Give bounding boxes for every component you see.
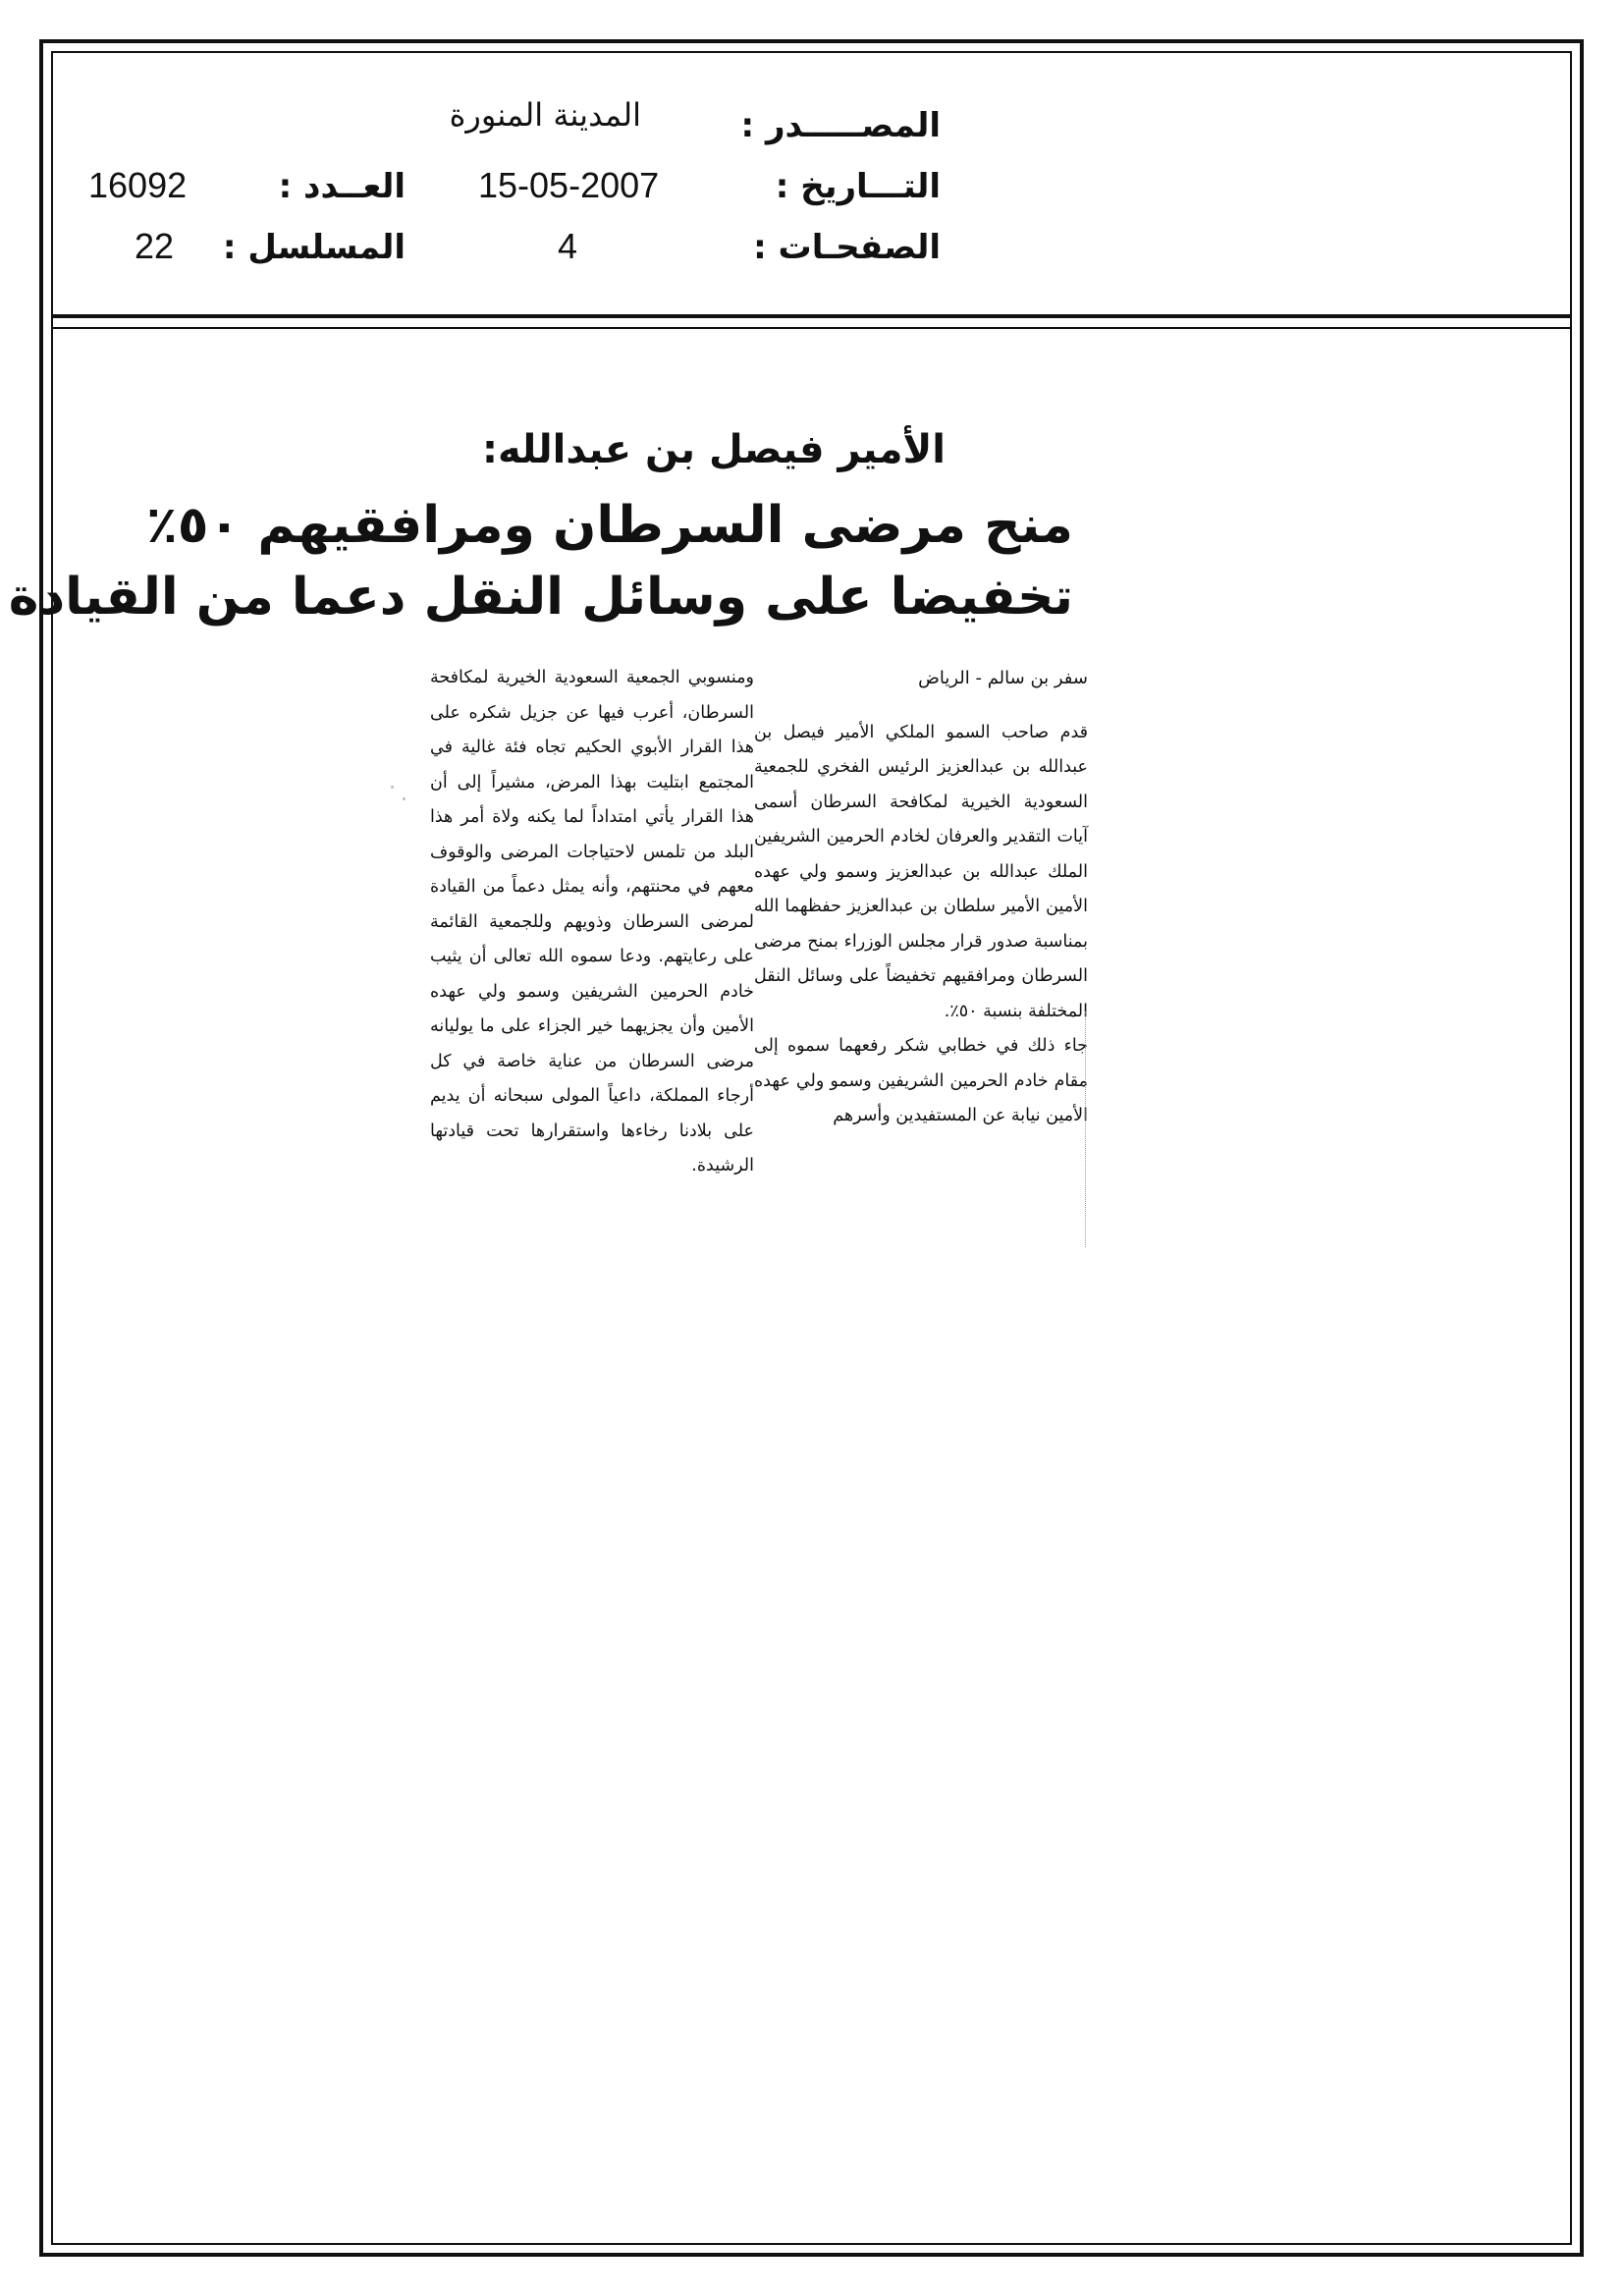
column-divider: [1085, 1011, 1086, 1247]
article-paragraph-1: قدم صاحب السمو الملكي الأمير فيصل بن عبدالله بن عبدالعزيز الرئيس الفخري للجمعية السعودية الخيرية لمكافحة السرطان أسمى آيات التقدير والعرفان لخادم الحرمين الشريفين الملك عبدالله بن عبدالعزيز وسمو ولي عهده الأمين الأمير سلطان بن عبدالعزيز حفظهما الله بمناسبة صدور قرار مجلس الوزراء بمنح مرضى السرطان ومرافقيهم تخفيضاً على وسائل النقل المختلفة بنسبة ٥٠٪.: [754, 722, 1088, 1021]
article-kicker: الأمير فيصل بن عبدالله:: [482, 427, 946, 472]
headline-line-1: منح مرضى السرطان ومرافقيهم ٥٠٪: [146, 496, 1073, 555]
serial-label: المسلسل :: [222, 228, 406, 267]
article-paragraph-3: ومنسوبي الجمعية السعودية الخيرية لمكافحة السرطان، أعرب فيها عن جزيل شكره على هذا القرار الأبوي الحكيم تجاه فئة غالية في المجتمع ابتليت بهذا المرض، مشيراً إلى أن هذا القرار يأتي امتداداً لما يكنه ولاة أمر هذا البلد من تلمس لاحتياجات المرضى والوقوف معهم في محنتهم، وأنه يمثل دعماً من القيادة لمرضى السرطان وذويهم وللجمعية القائمة على رعايتهم. ودعا سموه الله تعالى أن يثيب خادم الحرمين الشريفين وسمو ولي عهده الأمين وأن يجزيهما خير الجزاء على ما يوليانه مرضى السرطان من عناية خاصة في كل أرجاء المملكة، داعياً المولى سبحانه أن يديم على بلادنا رخاءها واستقرارها تحت قيادتها الرشيدة.: [430, 668, 754, 1175]
source-value: المدينة المنورة: [449, 96, 641, 134]
serial-value: 22: [135, 226, 175, 266]
pages-value: 4: [558, 226, 578, 266]
article-paragraph-2: جاء ذلك في خطابي شكر رفعهما سموه إلى مقام خادم الحرمين الشريفين وسمو ولي عهده الأمين نيابة عن المستفيدين وأسرهم: [754, 1036, 1088, 1125]
date-value: 15-05-2007: [478, 165, 660, 205]
date-label: التـــاريخ :: [775, 167, 941, 206]
pages-label: الصفحـات :: [753, 228, 941, 267]
header-divider: [51, 314, 1572, 318]
headline-line-2: تخفيضا على وسائل النقل دعما من القيادة: [8, 568, 1073, 627]
page-border-inner: [51, 51, 1572, 2245]
source-label: المصـــــدر :: [740, 106, 941, 145]
article-column-left: [430, 661, 754, 1184]
byline: سفر بن سالم - الرياض: [918, 668, 1088, 688]
article-column-right: [754, 661, 1088, 1134]
scan-speck: [391, 786, 394, 789]
header-divider-thin: [51, 327, 1572, 329]
scan-speck: [403, 797, 406, 800]
issue-label: العــدد :: [278, 167, 406, 206]
issue-value: 16092: [88, 165, 188, 205]
